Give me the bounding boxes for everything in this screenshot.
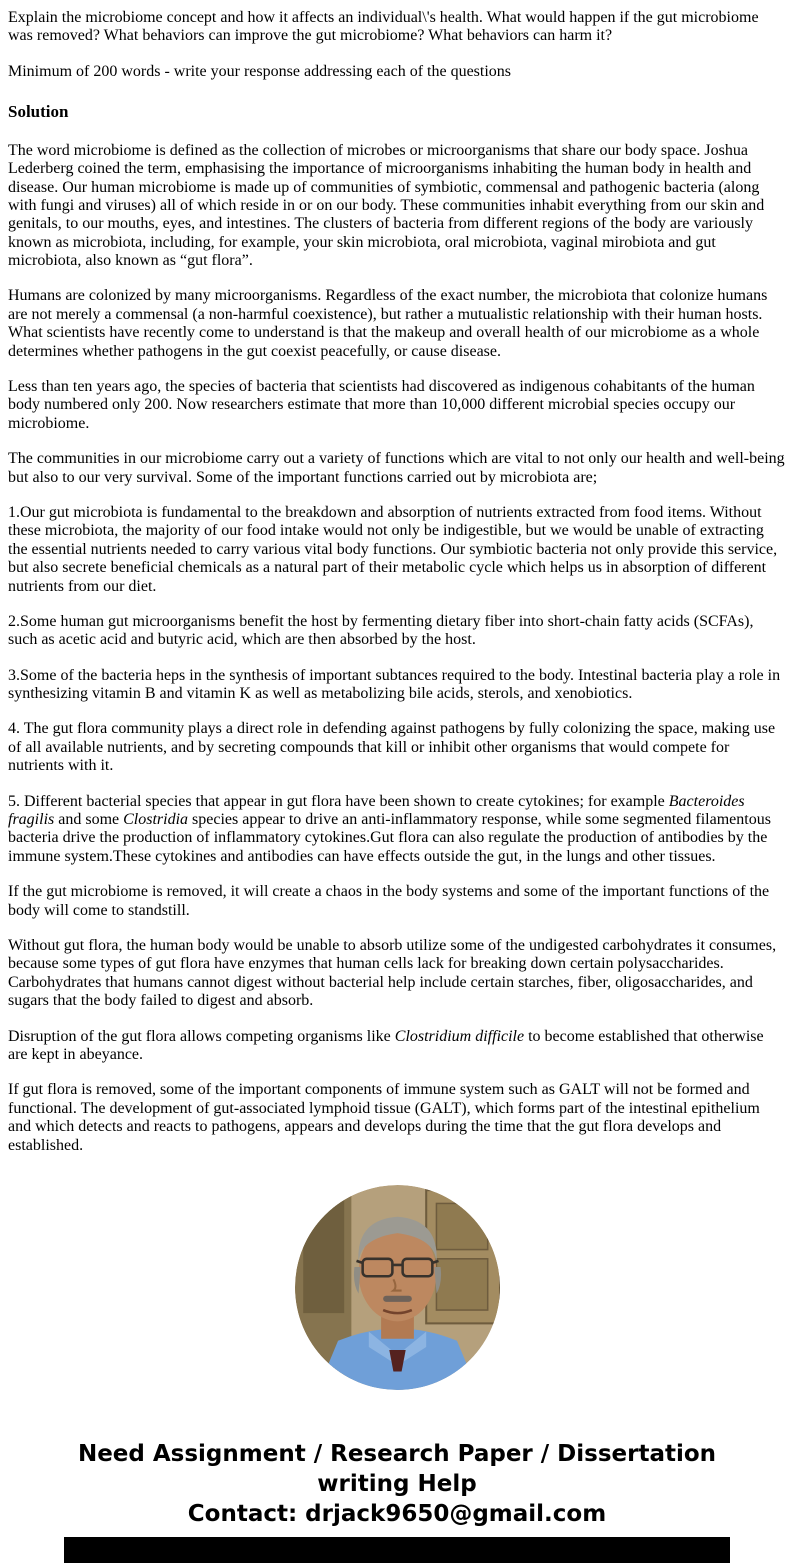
solution-list-item-3: 3.Some of the bacteria heps in the synthesis of important subtances required to the body. Intestinal bacteria play a role in synthesizing vitamin B and vitamin K as well as metabolizing bile acids, sterols, and xenobiotics.: [8, 666, 781, 703]
solution-paragraph: Without gut flora, the human body would be unable to absorb utilize some of the undigested carbohydrates it consumes, because some types of gut flora have enzymes that human cells lack for breaking down certain polysaccharides. Carbohydrates that humans cannot digest without bacterial help include certain starches, fiber, oligosaccharides, and sugars that the body failed to digest and absorb.: [8, 937, 777, 1010]
solution-paragraph: The communities in our microbiome carry out a variety of functions which are vital to not only our health and well-being but also to our very survival. Some of the important functions carried out by microbiota are;: [8, 450, 785, 486]
paragraph-text: species appear to drive an anti-inflammatory response, while some segmented filamentous bacteria drive the production of inflammatory cytokines.Gut flora can also regulate the production of antibodies by the immune system.These cytokines and antibodies can have effects outside the gut, in the lungs and other tissues.: [8, 811, 771, 865]
solution-paragraph: If gut flora is removed, some of the important components of immune system such as GALT will not be formed and functional. The development of gut-associated lymphoid tissue (GALT), which forms part of the intestinal epithelium and which detects and reacts to pathogens, appears and develops during the time that the gut flora develops and established.: [8, 1081, 760, 1154]
bottom-black-bar: [64, 1537, 730, 1563]
solution-paragraph: The word microbiome is defined as the collection of microbes or microorganisms that share our body space. Joshua Lederberg coined the term, emphasising the importance of microorganisms inhabiting the human body in health and disease. Our human microbiome is made up of communities of symbiotic, commensal and pathogenic bacteria (along with fungi and viruses) all of which reside in or on our body. These communities inhabit everything from our skin and genitals, to our mouths, eyes, and intestines. The clusters of bacteria from different regions of the body are variously known as microbiota, including, for example, your skin microbiota, oral microbiota, vaginal mirobiota and gut microbiota, also known as “gut flora”.: [8, 141, 765, 270]
footer: [47, 1440, 747, 1530]
paragraph-text: Disruption of the gut flora allows competing organisms like: [8, 1027, 395, 1045]
solution-list-item-1: 1.Our gut microbiota is fundamental to the breakdown and absorption of nutrients extracted from food items. Without these microbiota, the majority of our food intake would not only be indigestible, but we would be unable of extracting the essential nutrients needed to carry various vital body functions. Our symbiotic bacteria not only provide this service, but also secrete beneficial chemicals as a natural part of their metabolic cycle which helps us in absorption of different nutrients from our diet.: [8, 503, 778, 595]
paragraph-text: 5. Different bacterial species that appear in gut flora have been shown to create cytokines; for example: [8, 792, 669, 810]
solution-paragraph: If the gut microbiome is removed, it will create a chaos in the body systems and some of the important functions of the body will come to standstill.: [8, 883, 770, 919]
solution-paragraph: Less than ten years ago, the species of bacteria that scientists had discovered as indigenous cohabitants of the human body numbered only 200. Now researchers estimate that more than 10,000 different microbial species occupy our microbiome.: [8, 378, 755, 432]
solution-paragraph: [8, 1028, 786, 1065]
solution-list-item-4: 4. The gut flora community plays a direct role in defending against pathogens by fully colonizing the space, making use of all available nutrients, and by secreting compounds that kill or inhibit other organisms that would compete for nutrients with it.: [8, 720, 776, 775]
solution-paragraph: Humans are colonized by many microorganisms. Regardless of the exact number, the microbiota that colonize humans are not merely a commensal (a non-harmful coexistence), but rather a mutualistic relationship with their human hosts. What scientists have recently come to understand is that the makeup and overall health of our microbiome as a whole determines whether pathogens in the gut coexist peacefully, or cause disease.: [8, 287, 768, 360]
species-name-italic: Bacteroides fragilis: [8, 792, 745, 829]
paragraph-text: and some: [54, 811, 124, 829]
species-name-italic: Clostridium difficile: [394, 1027, 525, 1045]
question-text: Explain the microbiome concept and how it affects an individual\'s health. What would happen if the gut microbiome was removed? What behaviors can improve the gut microbiome? What behaviors can harm it?: [8, 9, 759, 45]
tutor-avatar-photo: [295, 1185, 500, 1390]
footer-help-text: Need Assignment / Research Paper / Dissertation writing Help: [77, 1440, 717, 1497]
solution-list-item-2: 2.Some human gut microorganisms benefit the host by fermenting dietary fiber into short-chain fatty acids (SCFAs), such as acetic acid and butyric acid, which are then absorbed by the host.: [8, 612, 754, 649]
solution-heading: Solution: [8, 102, 69, 122]
avatar-container: [0, 1185, 794, 1390]
question-instruction: Minimum of 200 words - write your response addressing each of the questions: [8, 62, 512, 80]
species-name-italic: Clostridia: [123, 811, 189, 829]
footer-contact-email: Contact: drjack9650@gmail.com: [187, 1500, 607, 1527]
paragraph-text: to become established that otherwise are kept in abeyance.: [8, 1027, 764, 1063]
solution-list-item-5: [8, 793, 786, 867]
